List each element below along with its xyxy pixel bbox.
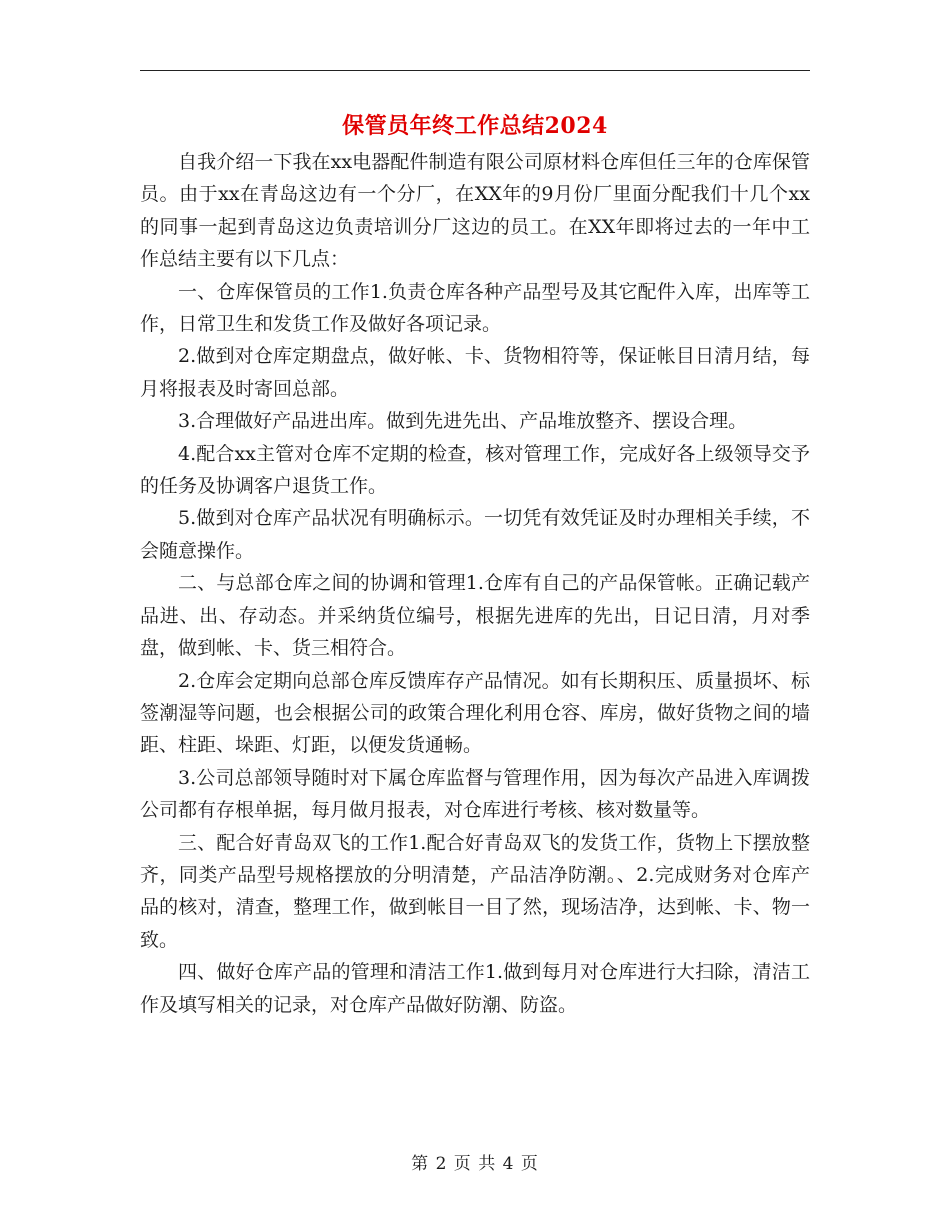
page-footer: 第 2 页 共 4 页: [411, 1154, 539, 1174]
header-rule: [140, 70, 810, 71]
document-body: [140, 146, 810, 1021]
paragraph-section-2-item-3: 3.公司总部领导随时对下属仓库监督与管理作用，因为每次产品进入库调拨公司都有存根单据，每月做月报表，对仓库进行考核、核对数量等。: [140, 766, 810, 822]
paragraph-section-4: 四、做好仓库产品的管理和清洁工作1.做到每月对仓库进行大扫除，清洁工作及填写相关的记录，对仓库产品做好防潮、防盗。: [140, 961, 810, 1016]
paragraph-item-4: 4.配合xx主管对仓库不定期的检查，核对管理工作，完成好各上级领导交予的任务及协调客户退货工作。: [140, 442, 810, 498]
paragraph-section-3: 三、配合好青岛双飞的工作1.配合好青岛双飞的发货工作，货物上下摆放整齐，同类产品型号规格摆放的分明清楚，产品洁净防潮。、2.完成财务对仓库产品的核对，清查，整理工作，做到帐目一目了然，现场洁净，达到帐、卡、物一致。: [140, 831, 810, 951]
paragraph-item-5: 5.做到对仓库产品状况有明确标示。一切凭有效凭证及时办理相关手续，不会随意操作。: [140, 507, 810, 562]
paragraph-section-1: 一、仓库保管员的工作1.负责仓库各种产品型号及其它配件入库，出库等工作，日常卫生和发货工作及做好各项记录。: [140, 280, 810, 336]
paragraph-section-2-item-2: 2.仓库会定期向总部仓库反馈库存产品情况。如有长期积压、质量损坏、标签潮湿等问题，也会根据公司的政策合理化利用仓容、库房，做好货物之间的墙距、柱距、垛距、灯距，以便发货通畅。: [140, 669, 810, 757]
paragraph-section-2: 二、与总部仓库之间的协调和管理1.仓库有自己的产品保管帐。正确记载产品进、出、存动态。并采纳货位编号，根据先进库的先出，日记日清，月对季盘，做到帐、卡、货三相符合。: [140, 572, 810, 660]
document-title: 保管员年终工作总结2024: [342, 113, 608, 139]
paragraph-item-3: 3.合理做好产品进出库。做到先进先出、产品堆放整齐、摆设合理。: [178, 410, 748, 433]
paragraph-intro: 自我介绍一下我在xx电器配件制造有限公司原材料仓库但任三年的仓库保管员。由于xx在青岛这边有一个分厂，在XX年的9月份厂里面分配我们十几个xx的同事一起到青岛这边负责培训分厂这边的员工。在XX年即将过去的一年中工作总结主要有以下几点：: [140, 151, 810, 271]
paragraph-item-2: 2.做到对仓库定期盘点，做好帐、卡、货物相符等，保证帐目日清月结，每月将报表及时寄回总部。: [140, 345, 810, 400]
